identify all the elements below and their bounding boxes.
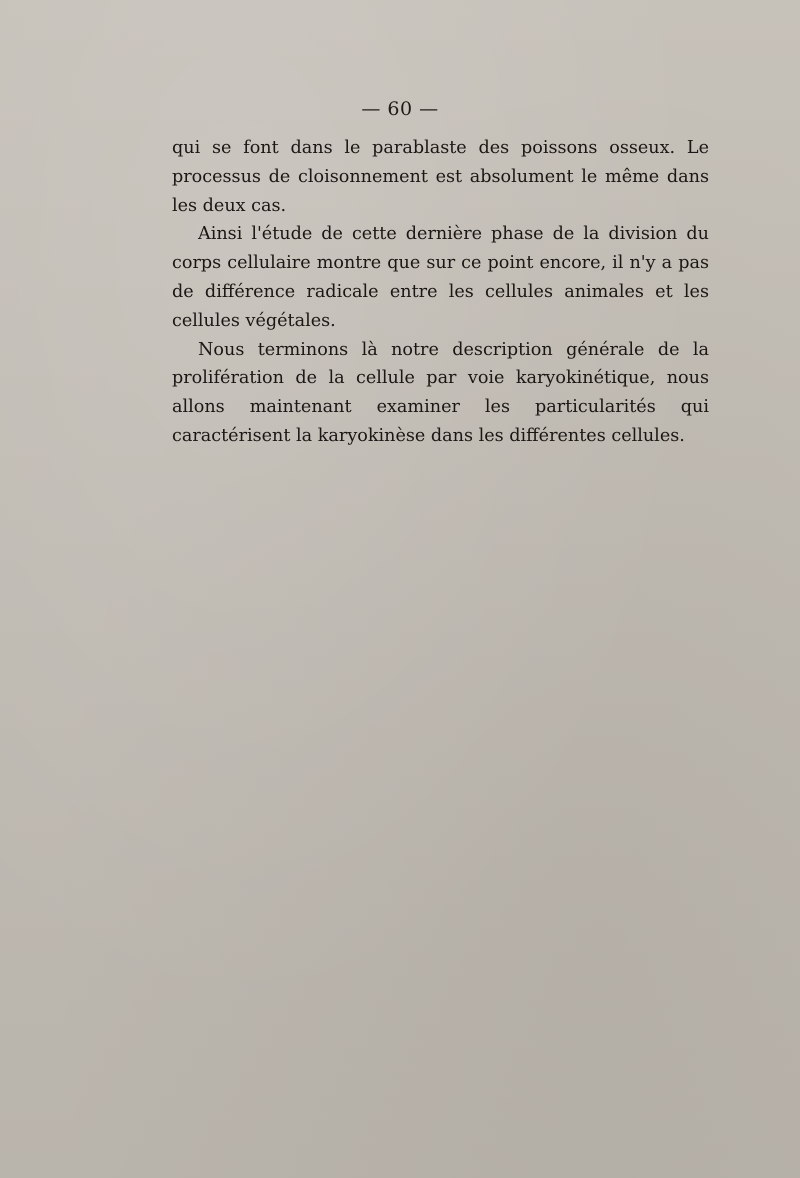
- paragraph-2: Ainsi l'étude de cette dernière phase de la division du corps cellulaire montre que sur ce point encore, il n'y a pas de différence radicale entre les cellules animales et les cellules végétales.: [172, 224, 709, 331]
- paragraph-3: Nous terminons là notre description générale de la prolifération de la cellule par voie karyokinétique, nous allons maintenant examiner les particularités qui caractérisent la karyokinèse dans les différentes cellules.: [172, 339, 709, 446]
- page-number: — 60 —: [361, 98, 439, 120]
- show-through-texture: [170, 420, 730, 1000]
- paragraph-1: qui se font dans le parablaste des poissons osseux. Le processus de cloisonnement est absolument le même dans les deux cas.: [172, 138, 709, 216]
- body-text: [172, 134, 709, 451]
